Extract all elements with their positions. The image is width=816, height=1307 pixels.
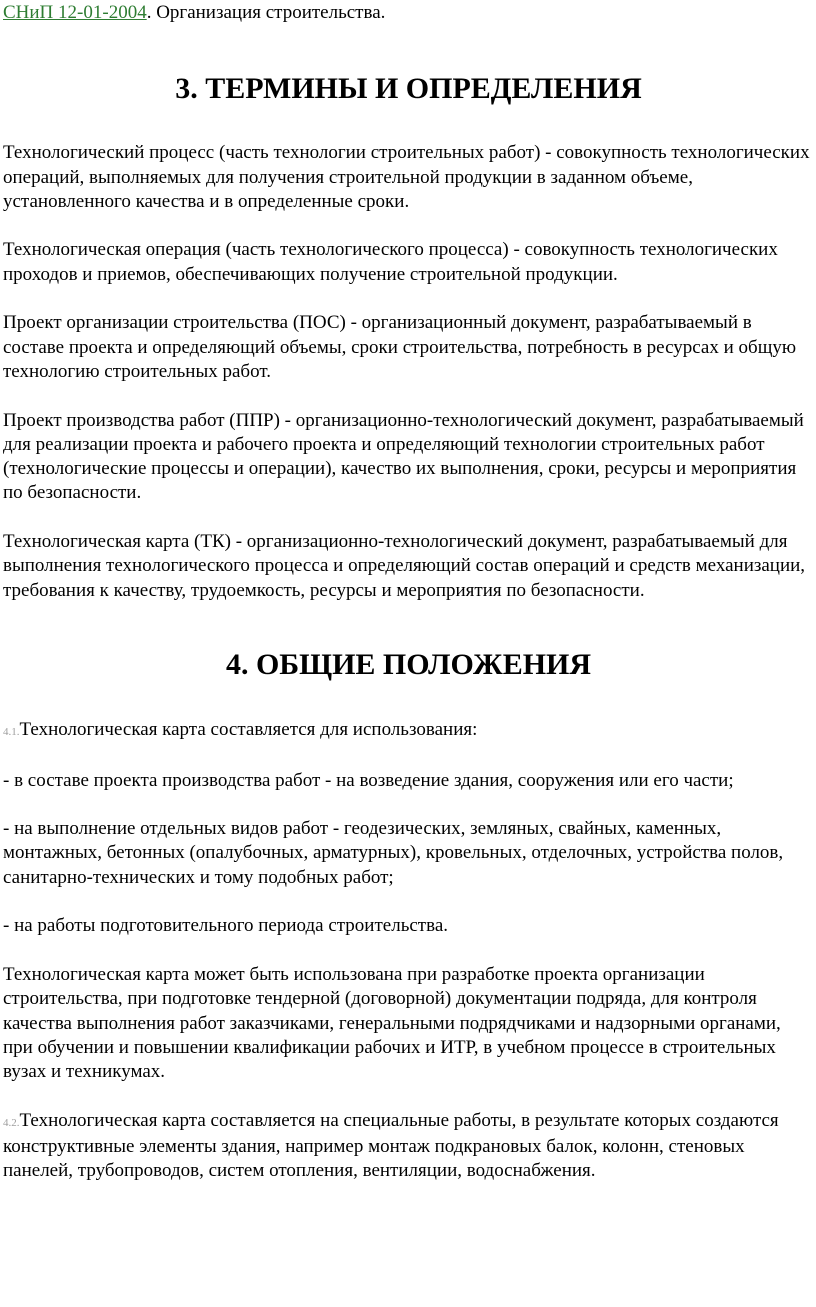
clause-number: 4.2. <box>3 1116 20 1129</box>
definition-tk: Технологическая карта (ТК) - организационно-технологический документ, разрабатываемый для выполнения технологического процесса и определяющий состав операций и средств механизации, требования к качеству, трудоемкость, ресурсы и мероприятия по безопасности. <box>3 531 806 601</box>
clause-4-2 <box>3 1109 814 1184</box>
section-3-heading: 3. ТЕРМИНЫ И ОПРЕДЕЛЕНИЯ <box>175 72 642 106</box>
usage-bullet: - в составе проекта производства работ - на возведение здания, сооружения или его части; <box>3 769 734 791</box>
usage-bullet: - на выполнение отдельных видов работ - геодезических, земляных, свайных, каменных, монтажных, бетонных (опалубочных, арматурных), кровельных, отделочных, устройства полов, санитарно-технических и тому подобных работ; <box>3 818 784 888</box>
snip-reference-link[interactable]: СНиП 12-01-2004 <box>3 2 147 23</box>
clause-text: Технологическая карта составляется на специальные работы, в результате которых создаются конструктивные элементы здания, например монтаж подкрановых балок, колонн, стеновых панелей, трубопроводов, систем отопления, вентиляции, водоснабжения. <box>3 1109 779 1182</box>
reference-suffix: . Организация строительства. <box>146 2 386 23</box>
clause-text: Технологическая карта составляется для использования: <box>19 718 478 740</box>
definition-ppr: Проект производства работ (ППР) - организационно-технологический документ, разрабатываемый для реализации проекта и рабочего проекта и определяющий технологии строительных работ (технологические процессы и операции), качество их выполнения, сроки, ресурсы и мероприятия по безопасности. <box>3 409 804 504</box>
definition-technological-operation: Технологическая операция (часть технологического процесса) - совокупность технологических проходов и приемов, обеспечивающих получение строительной продукции. <box>3 239 778 285</box>
reference-line <box>3 0 814 25</box>
clause-number: 4.1. <box>3 725 20 738</box>
usage-paragraph: Технологическая карта может быть использована при разработке проекта организации строительства, при подготовке тендерной (договорной) документации подряда, для контроля качества выполнения работ заказчиками, генеральными подрядчиками и надзорными органами, при обучении и повышении квалификации рабочих и ИТР, в учебном процессе в строительных вузах и техникумах. <box>3 963 781 1083</box>
definition-technological-process: Технологический процесс (часть технологии строительных работ) - совокупность технологических операций, выполняемых для получения строительной продукции в заданном объеме, установленного качества и в определенные сроки. <box>3 142 810 212</box>
definition-pos: Проект организации строительства (ПОС) - организационный документ, разрабатываемый в составе проекта и определяющий объемы, сроки строительства, потребность в ресурсах и общую технологию строительных работ. <box>3 312 797 382</box>
usage-bullet: - на работы подготовительного периода строительства. <box>3 915 448 937</box>
section-4-heading: 4. ОБЩИЕ ПОЛОЖЕНИЯ <box>225 647 592 681</box>
clause-4-1 <box>3 718 814 744</box>
